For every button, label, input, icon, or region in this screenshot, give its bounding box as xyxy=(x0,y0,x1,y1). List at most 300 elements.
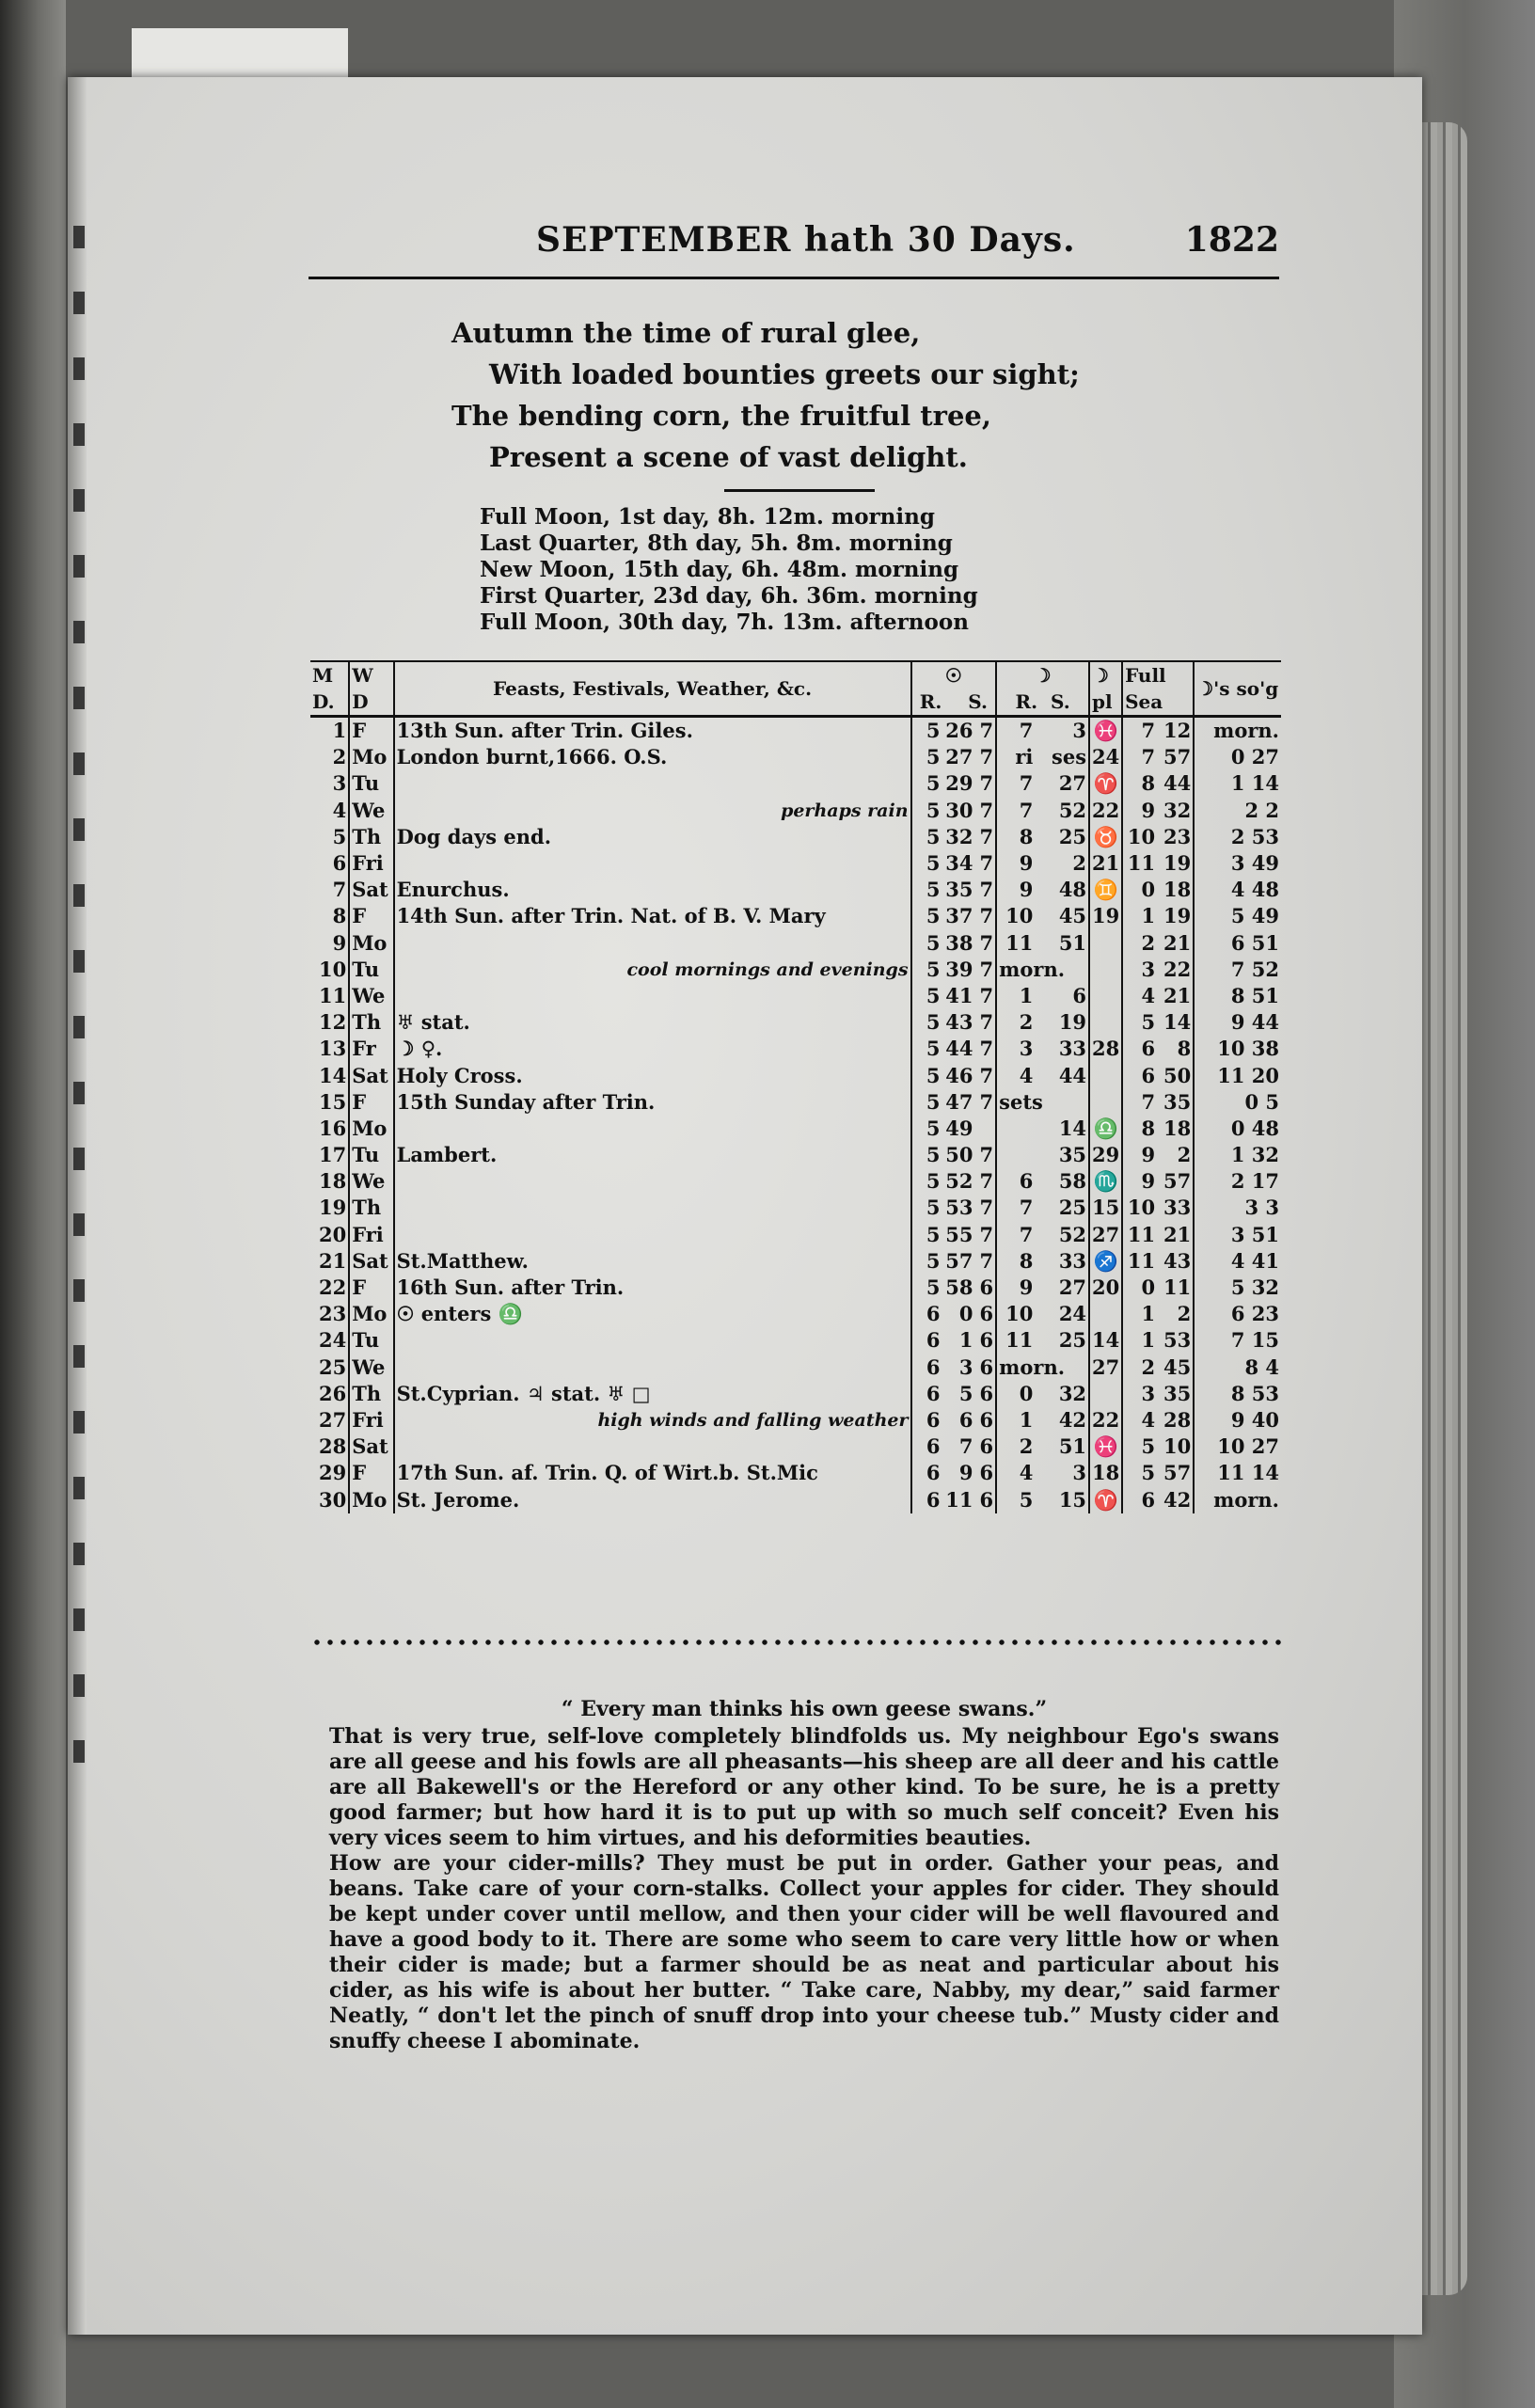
moon-hour: 2 xyxy=(996,1009,1035,1036)
feast-text xyxy=(394,1036,911,1062)
col-moon-s: S. xyxy=(1051,690,1070,713)
sunset-hour: 7 xyxy=(979,771,994,796)
table-row xyxy=(310,1327,1281,1354)
poem xyxy=(451,312,1080,478)
feast-text xyxy=(394,1195,911,1221)
moon-place xyxy=(1089,1381,1122,1407)
sunset-hour: 7 xyxy=(979,1248,994,1273)
full-sea-minute: 57 xyxy=(1163,1461,1192,1485)
day-number: 11 xyxy=(318,983,347,1007)
moon-minute: 32 xyxy=(1058,1381,1087,1405)
moon-hour: 11 xyxy=(996,930,1035,957)
sunrise-hour: 5 xyxy=(911,1222,942,1248)
poem-line: The bending corn, the fruitful tree, xyxy=(451,400,991,432)
col-moon-r: R. xyxy=(1015,690,1038,713)
full-sea-hour: 5 xyxy=(1122,1460,1157,1486)
moon-minute: 35 xyxy=(1058,1143,1087,1167)
moon-place: ♓ xyxy=(1089,717,1122,745)
day-number: 23 xyxy=(318,1302,347,1326)
full-sea-hour: 0 xyxy=(1122,877,1157,903)
table-header-row xyxy=(310,661,1281,717)
full-sea-hour: 6 xyxy=(1122,1062,1157,1088)
weekday: Mo xyxy=(349,1486,393,1513)
full-sea-hour: 8 xyxy=(1122,1116,1157,1142)
moon-minute: 33 xyxy=(1058,1248,1087,1273)
full-sea-minute: 23 xyxy=(1163,824,1192,848)
weekday: Fr xyxy=(349,1036,393,1062)
binding-stitches xyxy=(73,226,85,1787)
sunset-hour: 6 xyxy=(979,1275,994,1300)
sunrise-hour: 5 xyxy=(911,1142,942,1168)
moon-place: 18 xyxy=(1089,1460,1122,1486)
moon-minute: 58 xyxy=(1058,1169,1087,1194)
moon-south: 1 32 xyxy=(1194,1142,1281,1168)
day-number: 28 xyxy=(318,1434,347,1459)
sunrise-minute: 46 xyxy=(945,1063,973,1087)
sunrise-hour: 6 xyxy=(911,1301,942,1327)
full-sea-hour: 5 xyxy=(1122,1434,1157,1460)
table-row xyxy=(310,1116,1281,1142)
weekday: Th xyxy=(349,1195,393,1221)
table-row xyxy=(310,1036,1281,1062)
weather-note: cool mornings and evenings xyxy=(626,958,909,980)
moon-hour: 1 xyxy=(996,983,1035,1009)
table-row xyxy=(310,1168,1281,1195)
sunrise-hour: 5 xyxy=(911,850,942,877)
feast-text xyxy=(394,877,911,903)
year-label: 1822 xyxy=(1184,220,1279,260)
full-sea-hour: 8 xyxy=(1122,770,1157,797)
month-title: SEPTEMBER hath 30 Days. xyxy=(536,220,1076,260)
moon-south: 3 51 xyxy=(1194,1222,1281,1248)
full-sea-minute: 28 xyxy=(1163,1407,1192,1432)
feast-text xyxy=(394,1168,911,1195)
full-sea-hour: 11 xyxy=(1122,1248,1157,1275)
table-row xyxy=(310,850,1281,877)
feast-text xyxy=(394,1222,911,1248)
moon-hour: 7 xyxy=(996,1195,1035,1221)
day-number: 12 xyxy=(318,1010,347,1035)
weekday: F xyxy=(349,717,393,745)
table-row xyxy=(310,717,1281,745)
sunrise-minute: 29 xyxy=(945,771,973,796)
sunset-hour: 7 xyxy=(979,1010,994,1035)
essay xyxy=(329,1697,1279,2054)
moon-south: 8 51 xyxy=(1194,983,1281,1009)
full-sea-hour: 9 xyxy=(1122,798,1157,824)
sunrise-minute: 57 xyxy=(945,1248,973,1273)
moon-place: ♎ xyxy=(1089,1116,1122,1142)
sunset-hour: 6 xyxy=(979,1381,994,1405)
full-sea-hour: 4 xyxy=(1122,983,1157,1009)
moon-hour: 4 xyxy=(996,1062,1035,1088)
sunrise-hour: 5 xyxy=(911,1089,942,1116)
sunset-hour: 7 xyxy=(979,983,994,1007)
moon-hour: 9 xyxy=(996,877,1035,903)
feast-text xyxy=(394,1407,911,1434)
sunrise-hour: 6 xyxy=(911,1327,942,1354)
feast-text xyxy=(394,1142,911,1168)
moon-minute: 15 xyxy=(1058,1487,1087,1512)
moon-phase-line: New Moon, 15th day, 6h. 48m. morning xyxy=(480,557,959,582)
moon-south: 6 23 xyxy=(1194,1301,1281,1327)
sunset-hour: 7 xyxy=(979,1089,994,1114)
sunset-hour: 6 xyxy=(979,1302,994,1326)
moon-hour: morn. xyxy=(996,1354,1035,1381)
moon-south: 8 4 xyxy=(1194,1354,1281,1381)
moon-south: 0 27 xyxy=(1194,744,1281,770)
sunrise-minute: 32 xyxy=(945,824,973,848)
sunrise-hour: 5 xyxy=(911,1195,942,1221)
full-sea-minute: 44 xyxy=(1163,771,1192,796)
feast-text xyxy=(394,1089,911,1116)
sunrise-hour: 5 xyxy=(911,983,942,1009)
full-sea-minute: 57 xyxy=(1163,745,1192,769)
day-number: 29 xyxy=(318,1461,347,1485)
weekday: Tu xyxy=(349,957,393,983)
full-sea-hour: 7 xyxy=(1122,1089,1157,1116)
full-sea-hour: 7 xyxy=(1122,717,1157,745)
moon-minute: 51 xyxy=(1058,1434,1087,1459)
table-row xyxy=(310,1009,1281,1036)
feast-label: St. Jerome. xyxy=(396,1487,520,1512)
weekday: F xyxy=(349,1089,393,1116)
full-sea-hour: 5 xyxy=(1122,1009,1157,1036)
weekday: Sat xyxy=(349,1062,393,1088)
day-number: 21 xyxy=(318,1248,347,1273)
sunrise-minute: 7 xyxy=(958,1434,973,1459)
feast-label: 14th Sun. after Trin. Nat. of B. V. Mary xyxy=(396,904,826,928)
moon-place: 28 xyxy=(1089,1036,1122,1062)
table-row xyxy=(310,1142,1281,1168)
moon-place: ♉ xyxy=(1089,824,1122,850)
full-sea-hour: 9 xyxy=(1122,1142,1157,1168)
day-number: 24 xyxy=(318,1328,347,1353)
feast-text xyxy=(394,1434,911,1460)
moon-place: 27 xyxy=(1089,1354,1122,1381)
feast-text xyxy=(394,903,911,929)
weekday: Fri xyxy=(349,1222,393,1248)
header-rule xyxy=(309,277,1279,279)
sunset-hour: 7 xyxy=(979,745,994,769)
moon-minute: 27 xyxy=(1058,771,1087,796)
day-number: 17 xyxy=(318,1143,347,1167)
sunrise-minute: 50 xyxy=(945,1143,973,1167)
feast-label: St.Cyprian. ♃ stat. ♅ □ xyxy=(396,1381,651,1405)
sunrise-minute: 26 xyxy=(945,719,973,743)
weekday: Fri xyxy=(349,850,393,877)
sunset-hour: 7 xyxy=(979,1169,994,1194)
moon-south: 7 15 xyxy=(1194,1327,1281,1354)
poem-line: Present a scene of vast delight. xyxy=(489,441,968,473)
weekday: Mo xyxy=(349,744,393,770)
sunrise-minute: 11 xyxy=(945,1487,973,1512)
moon-minute: 45 xyxy=(1058,904,1087,928)
sunset-hour: 7 xyxy=(979,1222,994,1246)
dotted-divider xyxy=(310,1639,1281,1646)
moon-hour: 8 xyxy=(996,824,1035,850)
sunrise-minute: 9 xyxy=(958,1461,973,1485)
day-number: 10 xyxy=(318,957,347,981)
table-row xyxy=(310,1434,1281,1460)
moon-minute: 2 xyxy=(1072,851,1087,876)
moon-minute: 3 xyxy=(1072,1461,1087,1485)
table-row xyxy=(310,1354,1281,1381)
full-sea-minute: 18 xyxy=(1163,878,1192,902)
full-sea-minute: 12 xyxy=(1163,719,1192,743)
moon-place xyxy=(1089,983,1122,1009)
table-row xyxy=(310,983,1281,1009)
moon-south: morn. xyxy=(1194,717,1281,745)
feast-label: London burnt,1666. O.S. xyxy=(396,745,668,769)
moon-place: 19 xyxy=(1089,903,1122,929)
full-sea-minute: 10 xyxy=(1163,1434,1192,1459)
moon-phase-line: Full Moon, 30th day, 7h. 13m. afternoon xyxy=(480,610,969,635)
moon-minute: 25 xyxy=(1058,1328,1087,1353)
full-sea-minute: 45 xyxy=(1163,1354,1192,1379)
sunrise-hour: 5 xyxy=(911,1168,942,1195)
moon-minute: 24 xyxy=(1058,1302,1087,1326)
table-row xyxy=(310,1248,1281,1275)
full-sea-minute: 2 xyxy=(1177,1143,1192,1167)
sunset-hour: 6 xyxy=(979,1487,994,1512)
moon-place: 22 xyxy=(1089,1407,1122,1434)
sunrise-hour: 5 xyxy=(911,1275,942,1301)
moon-hour: 7 xyxy=(996,770,1035,797)
moon-minute: 42 xyxy=(1058,1407,1087,1432)
moon-place xyxy=(1089,1062,1122,1088)
table-row xyxy=(310,877,1281,903)
day-number: 6 xyxy=(332,851,347,876)
moon-minute: 27 xyxy=(1058,1275,1087,1300)
moon-minute: 44 xyxy=(1058,1063,1087,1087)
col-full-sea: Full Sea xyxy=(1122,661,1194,717)
moon-south: 8 53 xyxy=(1194,1381,1281,1407)
table-row xyxy=(310,798,1281,824)
day-number: 30 xyxy=(318,1487,347,1512)
full-sea-minute: 11 xyxy=(1163,1275,1192,1300)
full-sea-minute: 14 xyxy=(1163,1010,1192,1035)
moon-place: ♊ xyxy=(1089,877,1122,903)
feast-text xyxy=(394,957,911,983)
full-sea-hour: 6 xyxy=(1122,1036,1157,1062)
poem-line: Autumn the time of rural glee, xyxy=(451,317,921,349)
day-number: 8 xyxy=(332,904,347,928)
background-left xyxy=(0,0,66,2408)
moon-hour: 3 xyxy=(996,1036,1035,1062)
day-number: 22 xyxy=(318,1275,347,1300)
day-number: 20 xyxy=(318,1222,347,1246)
sunset-hour: 7 xyxy=(979,1196,994,1220)
feast-text xyxy=(394,1009,911,1036)
day-number: 7 xyxy=(332,878,347,902)
moon-south: 3 3 xyxy=(1194,1195,1281,1221)
moon-hour: morn. xyxy=(996,957,1035,983)
feast-text xyxy=(394,744,911,770)
sunrise-minute: 41 xyxy=(945,983,973,1007)
moon-hour: 7 xyxy=(996,1222,1035,1248)
sunset-hour: 7 xyxy=(979,798,994,822)
full-sea-minute: 53 xyxy=(1163,1328,1192,1353)
table-row xyxy=(310,1222,1281,1248)
moon-place: ♐ xyxy=(1089,1248,1122,1275)
page-content xyxy=(301,188,1279,2053)
feast-text xyxy=(394,1275,911,1301)
sunrise-hour: 5 xyxy=(911,824,942,850)
weekday: We xyxy=(349,798,393,824)
moon-place xyxy=(1089,1089,1122,1116)
full-sea-minute: 57 xyxy=(1163,1169,1192,1194)
moon-hour xyxy=(996,1142,1035,1168)
moon-minute: 51 xyxy=(1058,930,1087,955)
full-sea-hour: 1 xyxy=(1122,903,1157,929)
table-row xyxy=(310,1301,1281,1327)
moon-place xyxy=(1089,1301,1122,1327)
full-sea-hour: 9 xyxy=(1122,1168,1157,1195)
moon-south: 0 48 xyxy=(1194,1116,1281,1142)
sunset-hour xyxy=(975,1116,997,1142)
full-sea-hour: 10 xyxy=(1122,824,1157,850)
feast-label: 17th Sun. af. Trin. Q. of Wirt.b. St.Mic xyxy=(396,1461,818,1485)
weekday: Sat xyxy=(349,877,393,903)
day-number: 1 xyxy=(332,719,347,743)
col-moon xyxy=(996,661,1089,717)
col-wd: W D xyxy=(349,661,393,717)
col-sun-s: S. xyxy=(968,690,988,713)
feast-text xyxy=(394,798,911,824)
feast-label: Lambert. xyxy=(396,1143,498,1167)
moon-place: 15 xyxy=(1089,1195,1122,1221)
moon-place: ♓ xyxy=(1089,1434,1122,1460)
sunrise-minute: 53 xyxy=(945,1196,973,1220)
sunset-hour: 6 xyxy=(979,1328,994,1353)
feast-label: ♅ stat. xyxy=(396,1010,470,1035)
weekday: Th xyxy=(349,1381,393,1407)
full-sea-minute: 35 xyxy=(1163,1089,1192,1114)
sunrise-minute: 43 xyxy=(945,1010,973,1035)
moon-hour: 4 xyxy=(996,1460,1035,1486)
sunrise-hour: 5 xyxy=(911,930,942,957)
moon-south: 11 20 xyxy=(1194,1062,1281,1088)
essay-paragraph: How are your cider-mills? They must be put in order. Gather your peas, and beans. Take care of your corn-stalks. Collect your apples for cider. They should be kept under cover until mellow, and then your cider will be well flavoured and have a good body to it. There are some who seem to care very little how or when their cider is made; but a farmer should be as neat and particular about his cider, as his wife is about her butter. “ Take care, Nabby, my dear,” said farmer Neatly, “ don't let the pinch of snuff drop into your cheese tub.” Musty cider and snuffy cheese I abominate. xyxy=(329,1851,1279,2053)
moon-minute xyxy=(1035,1089,1089,1116)
moon-hour: ri xyxy=(996,744,1035,770)
moon-hour: 5 xyxy=(996,1486,1035,1513)
moon-hour: 8 xyxy=(996,1248,1035,1275)
moon-place: 27 xyxy=(1089,1222,1122,1248)
moon-icon: ☽ xyxy=(1034,664,1052,687)
table-row xyxy=(310,770,1281,797)
moon-minute: 48 xyxy=(1058,878,1087,902)
full-sea-minute: 21 xyxy=(1163,930,1192,955)
weekday: We xyxy=(349,1168,393,1195)
full-sea-minute: 21 xyxy=(1163,983,1192,1007)
moon-south: 5 32 xyxy=(1194,1275,1281,1301)
moon-south: 9 44 xyxy=(1194,1009,1281,1036)
full-sea-hour: 0 xyxy=(1122,1275,1157,1301)
sunrise-hour: 5 xyxy=(911,744,942,770)
sunset-hour: 6 xyxy=(979,1434,994,1459)
feast-text xyxy=(394,850,911,877)
weekday: Mo xyxy=(349,1116,393,1142)
moon-place: ♏ xyxy=(1089,1168,1122,1195)
day-number: 15 xyxy=(318,1089,347,1114)
full-sea-hour: 1 xyxy=(1122,1327,1157,1354)
table-row xyxy=(310,1089,1281,1116)
sunset-hour: 6 xyxy=(979,1461,994,1485)
feast-label: Enurchus. xyxy=(396,878,510,902)
sunrise-minute: 55 xyxy=(945,1222,973,1246)
feast-text xyxy=(394,824,911,850)
moon-hour xyxy=(996,1116,1035,1142)
moon-place: 14 xyxy=(1089,1327,1122,1354)
table-row xyxy=(310,1486,1281,1513)
table-row xyxy=(310,1062,1281,1088)
moon-minute: 33 xyxy=(1058,1037,1087,1061)
sunrise-minute: 34 xyxy=(945,851,973,876)
sunrise-minute: 0 xyxy=(958,1302,973,1326)
sunrise-minute: 35 xyxy=(945,878,973,902)
col-moon-place: ☽ pl xyxy=(1089,661,1122,717)
feast-label: ☉ enters ♎ xyxy=(396,1302,523,1326)
sunrise-minute: 1 xyxy=(958,1328,973,1353)
sunrise-hour: 5 xyxy=(911,1062,942,1088)
table-row xyxy=(310,824,1281,850)
sunset-hour: 7 xyxy=(979,851,994,876)
feast-text xyxy=(394,1301,911,1327)
weekday: Fri xyxy=(349,1407,393,1434)
full-sea-hour: 6 xyxy=(1122,1486,1157,1513)
day-number: 19 xyxy=(318,1196,347,1220)
page-header xyxy=(301,188,1279,263)
moon-minute: 3 xyxy=(1072,719,1087,743)
sunrise-hour: 5 xyxy=(911,1248,942,1275)
full-sea-minute: 35 xyxy=(1163,1381,1192,1405)
sunrise-hour: 5 xyxy=(911,798,942,824)
full-sea-hour: 3 xyxy=(1122,1381,1157,1407)
sunrise-hour: 6 xyxy=(911,1407,942,1434)
table-row xyxy=(310,1407,1281,1434)
full-sea-minute: 33 xyxy=(1163,1196,1192,1220)
full-sea-minute: 8 xyxy=(1177,1037,1192,1061)
weekday: We xyxy=(349,1354,393,1381)
moon-phase-line: First Quarter, 23d day, 6h. 36m. morning xyxy=(480,583,978,609)
moon-minute: 6 xyxy=(1072,983,1087,1007)
moon-place: 20 xyxy=(1089,1275,1122,1301)
moon-minute: 25 xyxy=(1058,1196,1087,1220)
day-number: 25 xyxy=(318,1354,347,1379)
moon-place: 24 xyxy=(1089,744,1122,770)
moon-hour: 10 xyxy=(996,903,1035,929)
moon-phase-line: Last Quarter, 8th day, 5h. 8m. morning xyxy=(480,531,953,556)
sunrise-minute: 38 xyxy=(945,930,973,955)
full-sea-hour: 11 xyxy=(1122,1222,1157,1248)
sunrise-minute: 37 xyxy=(945,904,973,928)
moon-place: ♈ xyxy=(1089,770,1122,797)
full-sea-minute: 32 xyxy=(1163,798,1192,822)
full-sea-minute: 43 xyxy=(1163,1248,1192,1273)
moon-place: 21 xyxy=(1089,850,1122,877)
moon-south: 11 14 xyxy=(1194,1460,1281,1486)
sunrise-hour: 5 xyxy=(911,1036,942,1062)
sunrise-minute: 30 xyxy=(945,798,973,822)
table-row xyxy=(310,1460,1281,1486)
sunrise-hour: 6 xyxy=(911,1460,942,1486)
moon-south: 1 14 xyxy=(1194,770,1281,797)
day-number: 9 xyxy=(332,930,347,955)
weekday: F xyxy=(349,1460,393,1486)
moon-minute: 25 xyxy=(1058,824,1087,848)
